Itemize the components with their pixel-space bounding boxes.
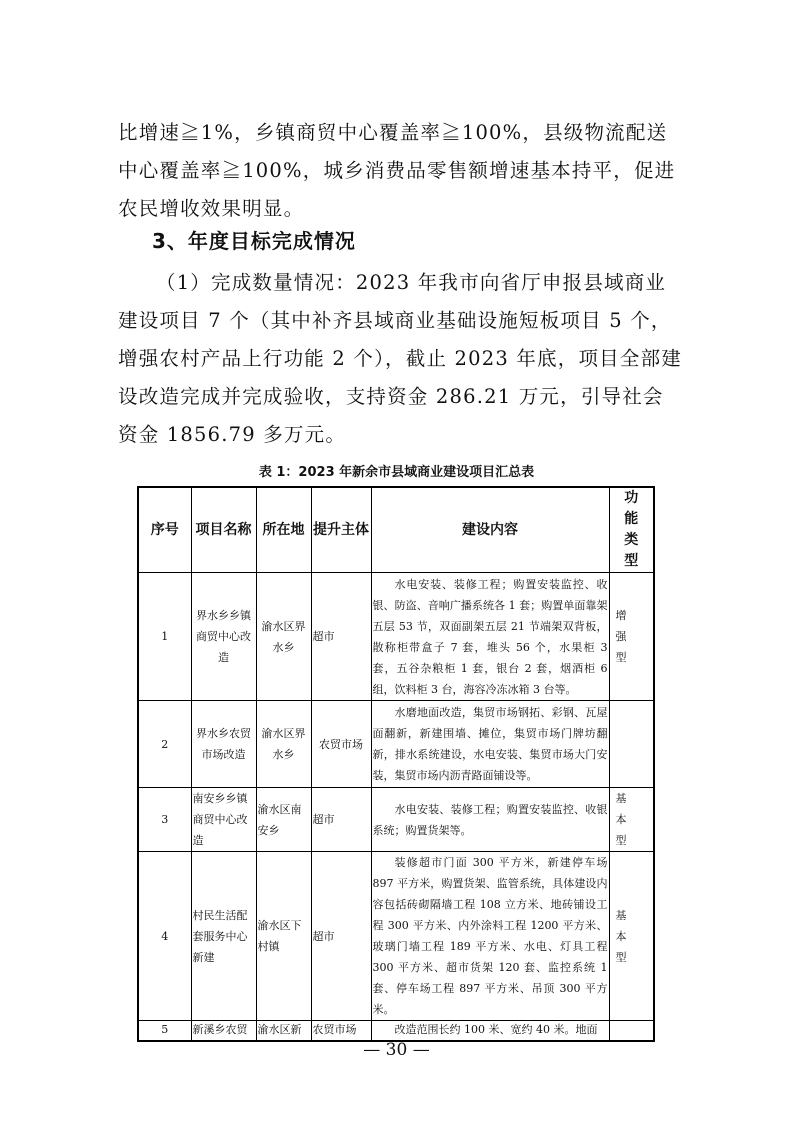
table-row: [138, 852, 654, 1021]
header-project-name: 项目名称: [191, 487, 256, 573]
cell-function-type: 基本型: [609, 852, 654, 1021]
cell-subject: 农贸市场: [311, 701, 371, 788]
cell-location: 渝水区新: [256, 1021, 311, 1041]
cell-location: 渝水区界水乡: [256, 573, 311, 701]
cell-content: 装修超市门面 300 平方米，新建停车场 897 平方米，购置货架、监管系统，具体建设内容包括砖砌隔墙工程 108 立方米、地砖铺设工程 300 平方米、内外涂料工程 1200 平方米、玻璃门墙工程 189 平方米、水电、灯具工程 300 平方米、超市货架 120 套、监控系统 1 套、停车场工程 897 平方米、吊顶 300 平方米。: [371, 852, 609, 1021]
cell-content: 水电安装、装修工程；购置安装监控、收银系统；购置货架等。: [371, 788, 609, 852]
page-number: — 30 —: [363, 1040, 430, 1060]
cell-function-type: [609, 1021, 654, 1041]
cell-subject: 超市: [311, 852, 371, 1021]
cell-function-type: 基本型: [609, 788, 654, 852]
section-heading: 3、年度目标完成情况: [152, 229, 356, 253]
body-paragraph: （1）完成数量情况：2023 年我市向省厅申报县域商业建设项目 7 个（其中补齐县域商业基础设施短板项目 5 个，增强农村产品上行功能 2 个），截止 2023 年底，项目全部建设改造完成并完成验收，支持资金 286.21 万元，引导社会资金 1856.79 多万元。: [118, 271, 682, 446]
table-row: [138, 1021, 654, 1041]
cell-no: 3: [138, 788, 191, 852]
header-content: 建设内容: [371, 487, 609, 573]
cell-project-name: 新溪乡农贸: [191, 1021, 256, 1041]
cell-project-name: 南安乡乡镇商贸中心改造: [191, 788, 256, 852]
cell-no: 5: [138, 1021, 191, 1041]
table-row: [138, 701, 654, 788]
cell-function-type: 增强型: [609, 573, 654, 701]
header-location: 所在地: [256, 487, 311, 573]
header-subject: 提升主体: [311, 487, 371, 573]
cell-location: 渝水区南安乡: [256, 788, 311, 852]
table-header-row: [138, 487, 654, 573]
header-no: 序号: [138, 487, 191, 573]
cell-content: 水磨地面改造，集贸市场钢拓、彩钢、瓦屋面翻新，新建围墙、摊位，集贸市场门牌坊翻新，排水系统建设，水电安装、集贸市场大门安装，集贸市场内沥青路面铺设等。: [371, 701, 609, 788]
project-summary-table: [137, 486, 655, 1042]
table-row: [138, 573, 654, 701]
cell-location: 渝水区下村镇: [256, 852, 311, 1021]
cell-location: 渝水区界水乡: [256, 701, 311, 788]
cell-project-name: 村民生活配套服务中心新建: [191, 852, 256, 1021]
cell-subject: 超市: [311, 788, 371, 852]
cell-no: 1: [138, 573, 191, 701]
table-row: [138, 788, 654, 852]
cell-project-name: 界水乡农贸市场改造: [191, 701, 256, 788]
cell-no: 2: [138, 701, 191, 788]
cell-no: 4: [138, 852, 191, 1021]
cell-project-name: 界水乡乡镇商贸中心改造: [191, 573, 256, 701]
intro-paragraph: 比增速≧1%，乡镇商贸中心覆盖率≧100%，县级物流配送中心覆盖率≧100%，城乡消费品零售额增速基本持平，促进农民增收效果明显。: [118, 121, 676, 220]
cell-content: 水电安装、装修工程；购置安装监控、收银、防盗、音响广播系统各 1 套；购置单面靠架五层 53 节，双面副架五层 21 节端架双背板，散称柜带盒子 7 套，堆头 56 个，水果柜 3 套，五谷杂粮柜 1 套，银台 2 套，烟酒柜 6 组，饮料柜 3 台，海容冷冻冰箱 3 台等。: [371, 573, 609, 701]
cell-function-type: [609, 701, 654, 788]
table-caption: 表 1：2023 年新余市县域商业建设项目汇总表: [258, 465, 535, 480]
cell-content: 改造范围长约 100 米、宽约 40 米。地面: [371, 1021, 609, 1041]
header-function-type: 功能类型: [609, 487, 654, 573]
cell-subject: 超市: [311, 573, 371, 701]
cell-subject: 农贸市场: [311, 1021, 371, 1041]
